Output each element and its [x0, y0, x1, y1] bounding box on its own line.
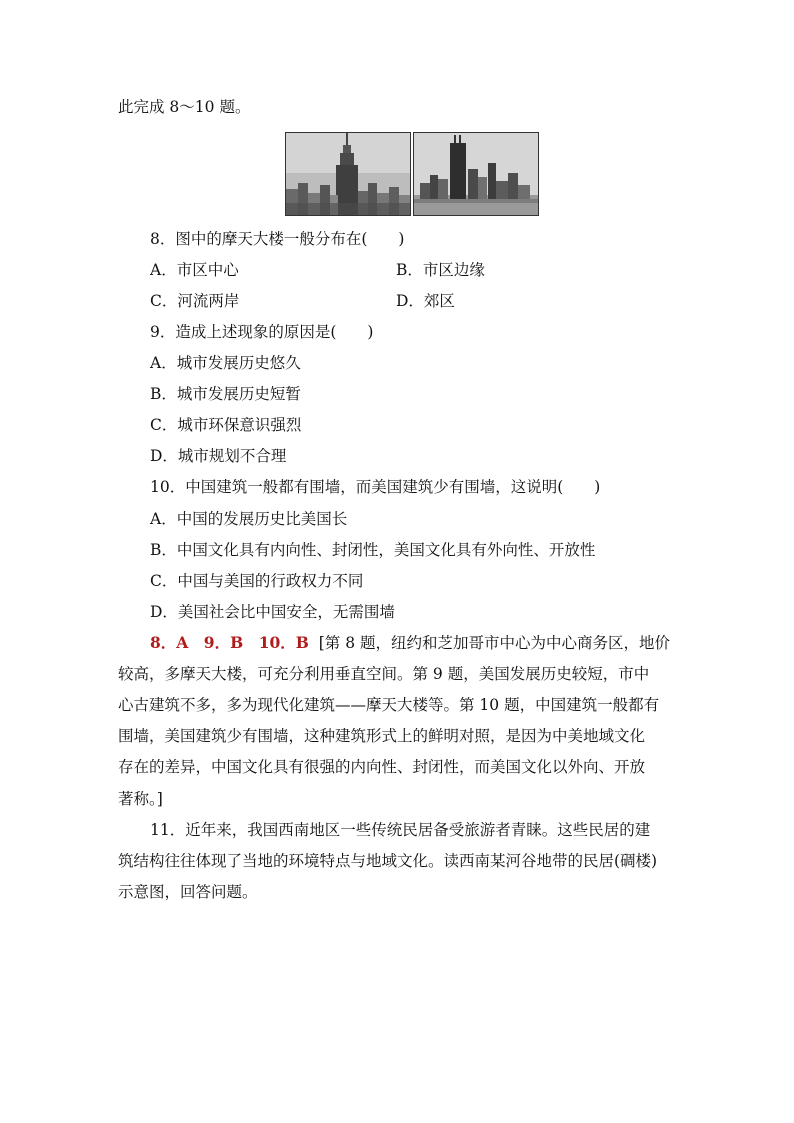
q8-option-d: D．郊区: [396, 292, 455, 310]
skyline-photo-right: [413, 132, 539, 216]
answer-line-5: 存在的差异，中国文化具有很强的内向性、封闭性，而美国文化以外向、开放: [118, 758, 646, 776]
answer-keys: 8．A 9．B 10．B: [150, 633, 309, 652]
q9-option-a: A．城市发展历史悠久: [150, 354, 301, 372]
q10-option-c: C．中国与美国的行政权力不同: [150, 572, 364, 590]
q11-line-1: 11．近年来，我国西南地区一些传统民居备受旅游者青睐。这些民居的建: [150, 821, 651, 839]
answer-line-2: 较高，多摩天大楼，可充分利用垂直空间。第 9 题，美国发展历史较短，市中: [118, 665, 650, 683]
q10-option-d: D．美国社会比中国安全，无需围墙: [150, 603, 395, 621]
intro-text: 此完成 8～10 题。: [118, 98, 251, 116]
q10-option-a: A．中国的发展历史比美国长: [150, 510, 348, 528]
q11-line-3: 示意图，回答问题。: [118, 883, 258, 901]
q9-option-c: C．城市环保意识强烈: [150, 416, 302, 434]
answer-line-4: 围墙，美国建筑少有围墙，这种建筑形式上的鲜明对照，是因为中美地域文化: [118, 727, 646, 745]
answer-line-3: 心古建筑不多，多为现代化建筑——摩天大楼等。第 10 题，中国建筑一般都有: [118, 696, 660, 714]
q9-option-b: B．城市发展历史短暂: [150, 385, 301, 403]
skyline-photo-left: [285, 132, 411, 216]
q9-stem: 9．造成上述现象的原因是( ): [150, 323, 374, 341]
q10-option-b: B．中国文化具有内向性、封闭性，美国文化具有外向性、开放性: [150, 541, 596, 559]
q8-option-b: B．市区边缘: [396, 261, 485, 279]
q9-option-d: D．城市规划不合理: [150, 447, 287, 465]
answer-line-6: 著称。]: [118, 790, 163, 808]
q8-option-a: A．市区中心: [150, 261, 239, 279]
q8-stem: 8．图中的摩天大楼一般分布在( ): [150, 230, 405, 248]
answer-explanation-start: [第 8 题，纽约和芝加哥市中心为中心商务区，地价: [318, 634, 670, 652]
q10-stem: 10．中国建筑一般都有围墙，而美国建筑少有围墙，这说明( ): [150, 478, 601, 496]
answer-line-1: [150, 633, 670, 653]
q11-line-2: 筑结构往往体现了当地的环境特点与地域文化。读西南某河谷地带的民居(碉楼): [118, 852, 658, 870]
q8-option-c: C．河流两岸: [150, 292, 240, 310]
